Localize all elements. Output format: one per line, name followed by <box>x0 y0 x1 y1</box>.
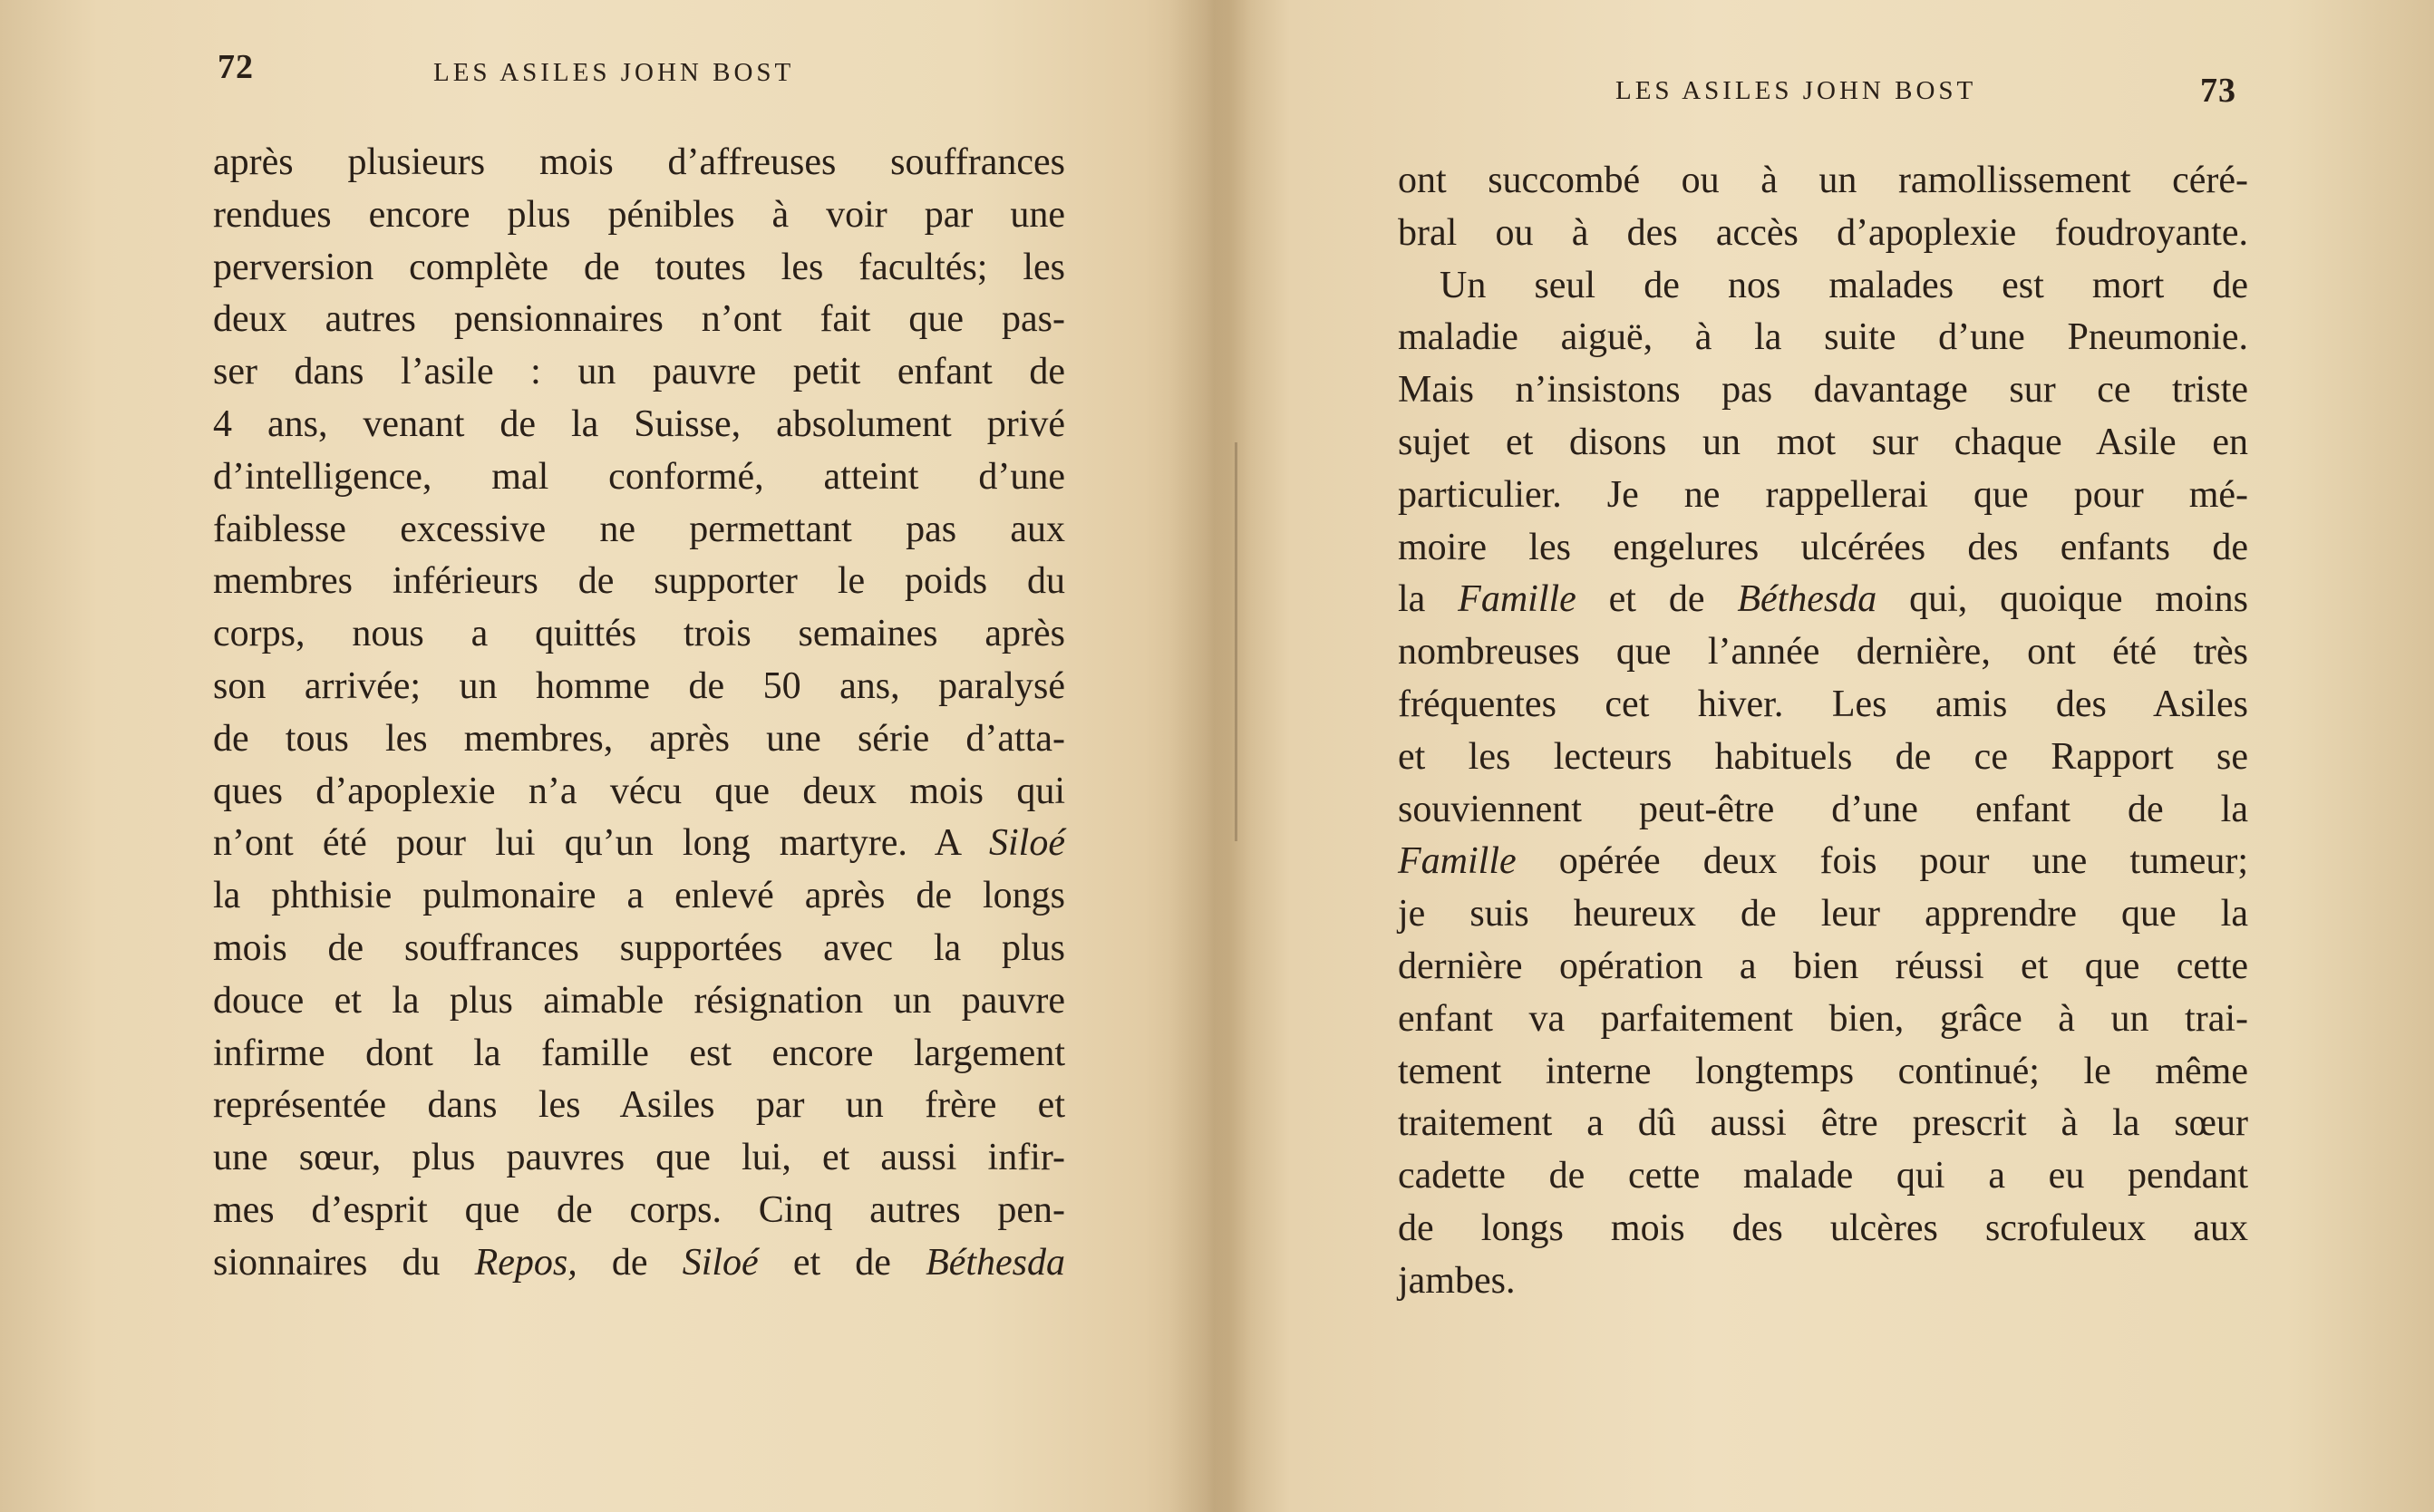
text-line <box>1398 522 2248 575</box>
italic-asylum-name: Famille <box>1458 578 1576 621</box>
text-line <box>213 556 1065 608</box>
text-run: de longs mois des ulcères scrofuleux aux <box>1398 1207 2248 1249</box>
text-run: sionnaires du <box>213 1241 475 1284</box>
text-run: Mais n’insistons pas davantage sur ce triste <box>1398 369 2248 412</box>
text-line <box>1398 836 2248 888</box>
text-line <box>213 504 1065 557</box>
text-run: la phthisie pulmonaire a enlevé après de longs <box>213 875 1065 917</box>
text-line <box>1398 574 2248 626</box>
text-run: de tous les membres, après une série d’atta- <box>213 717 1065 760</box>
text-run: douce et la plus aimable résignation un pauvre <box>213 979 1065 1022</box>
text-line <box>1398 732 2248 784</box>
text-run: et les lecteurs habituels de ce Rapport se <box>1398 735 2248 778</box>
text-line <box>213 766 1065 819</box>
text-line <box>1398 208 2248 260</box>
text-run: Un seul de nos malades est mort de <box>1440 264 2248 306</box>
text-run: qui, quoique moins <box>1876 578 2249 621</box>
text-line <box>1398 993 2248 1046</box>
text-run: ont succombé ou à un ramollissement céré- <box>1398 160 2248 201</box>
text-run: sujet et disons un mot sur chaque Asile en <box>1398 421 2248 463</box>
text-line <box>213 975 1065 1028</box>
left-running-head: LES ASILES JOHN BOST <box>433 58 795 87</box>
text-run: une sœur, plus pauvres que lui, et aussi infir- <box>213 1137 1065 1179</box>
text-line <box>213 242 1065 295</box>
text-run: et de <box>758 1241 926 1284</box>
text-run: la <box>1398 578 1459 621</box>
binding-stitch <box>1235 442 1237 841</box>
text-run: infirme dont la famille est encore largement <box>213 1032 1065 1074</box>
text-line <box>213 451 1065 504</box>
text-line <box>213 1080 1065 1132</box>
text-run: dernière opération a bien réussi et que cette <box>1398 945 2248 987</box>
text-line <box>213 1028 1065 1081</box>
text-run: perversion complète de toutes les facultés; les <box>213 246 1065 288</box>
right-page-text <box>1398 155 2248 1308</box>
text-line <box>213 1185 1065 1237</box>
text-line <box>1398 1046 2248 1099</box>
text-run: cadette de cette malade qui a eu pendant <box>1398 1155 2248 1197</box>
text-line <box>1398 784 2248 837</box>
text-run: tement interne longtemps continué; le même <box>1398 1050 2248 1092</box>
text-run: ques d’apoplexie n’a vécu que deux mois qui <box>213 770 1065 812</box>
text-line <box>1398 679 2248 732</box>
text-run: particulier. Je ne rappellerai que pour mé- <box>1398 473 2248 516</box>
text-line <box>213 713 1065 766</box>
text-run: faiblesse excessive ne permettant pas aux <box>213 508 1065 550</box>
text-run: mes d’esprit que de corps. Cinq autres pen- <box>213 1188 1065 1231</box>
text-run: membres inférieurs de supporter le poids du <box>213 560 1065 603</box>
text-run: enfant va parfaitement bien, grâce à un trai- <box>1398 997 2248 1040</box>
text-run: d’intelligence, mal conformé, atteint d’une <box>213 455 1065 498</box>
text-line <box>213 346 1065 399</box>
text-line <box>213 870 1065 923</box>
text-run: de <box>577 1241 683 1284</box>
text-run: opérée deux fois pour une tumeur; <box>1516 840 2248 883</box>
italic-asylum-name: Siloé <box>989 822 1065 865</box>
text-run: après plusieurs mois d’affreuses souffrances <box>213 141 1065 183</box>
book-gutter <box>1169 0 1251 1512</box>
text-line <box>1398 417 2248 470</box>
text-line <box>1398 1255 2248 1308</box>
text-run: jambes. <box>1398 1259 1516 1302</box>
text-line <box>213 1132 1065 1185</box>
text-run: souviennent peut-être d’une enfant de la <box>1398 788 2248 830</box>
text-run: n’ont été pour lui qu’un long martyre. A <box>213 822 990 865</box>
text-run: je suis heureux de leur apprendre que la <box>1398 893 2248 935</box>
text-line <box>213 923 1065 975</box>
italic-asylum-name: Repos, <box>474 1241 577 1284</box>
text-line <box>1398 312 2248 364</box>
text-run: corps, nous a quittés trois semaines après <box>213 613 1065 655</box>
text-run: rendues encore plus pénibles à voir par une <box>213 193 1065 236</box>
text-line <box>1398 888 2248 941</box>
left-page-number: 72 <box>218 48 254 86</box>
text-line <box>213 137 1065 189</box>
text-line <box>1398 941 2248 993</box>
left-page-text <box>213 137 1065 1290</box>
italic-asylum-name: Famille <box>1398 840 1517 883</box>
text-run: deux autres pensionnaires n’ont fait que pas- <box>213 298 1065 341</box>
text-line <box>213 661 1065 713</box>
text-line <box>1398 155 2248 208</box>
text-run: traitement a dû aussi être prescrit à la sœur <box>1398 1102 2248 1145</box>
text-run: représentée dans les Asiles par un frère et <box>213 1084 1065 1127</box>
text-run: nombreuses que l’année dernière, ont été très <box>1398 631 2248 674</box>
text-run: mois de souffrances supportées avec la plus <box>213 926 1065 969</box>
text-line <box>213 399 1065 451</box>
text-run: moire les engelures ulcérées des enfants de <box>1398 526 2248 568</box>
text-run: et de <box>1576 578 1738 621</box>
italic-asylum-name: Béthesda <box>1737 578 1877 621</box>
text-line <box>213 1237 1065 1290</box>
text-line <box>1398 364 2248 417</box>
text-run: fréquentes cet hiver. Les amis des Asiles <box>1398 683 2248 725</box>
text-line <box>1398 1203 2248 1255</box>
text-line <box>1398 1150 2248 1203</box>
text-run: 4 ans, venant de la Suisse, absolument privé <box>213 402 1065 445</box>
text-line <box>1398 1098 2248 1150</box>
text-run: ser dans l’asile : un pauvre petit enfant de <box>213 351 1065 393</box>
text-run: maladie aiguë, à la suite d’une Pneumonie. <box>1398 316 2248 359</box>
right-page-number: 73 <box>2200 72 2236 110</box>
text-line <box>1398 470 2248 522</box>
text-line <box>213 294 1065 346</box>
text-line <box>213 608 1065 661</box>
right-running-head: LES ASILES JOHN BOST <box>1615 76 1977 105</box>
text-run: bral ou à des accès d’apoplexie foudroyante. <box>1398 211 2248 254</box>
text-line <box>213 818 1065 870</box>
text-line <box>213 189 1065 242</box>
italic-asylum-name: Béthesda <box>926 1241 1066 1284</box>
text-line <box>1398 260 2248 313</box>
text-line <box>1398 626 2248 679</box>
italic-asylum-name: Siloé <box>682 1241 759 1284</box>
text-run: son arrivée; un homme de 50 ans, paralysé <box>213 664 1065 707</box>
